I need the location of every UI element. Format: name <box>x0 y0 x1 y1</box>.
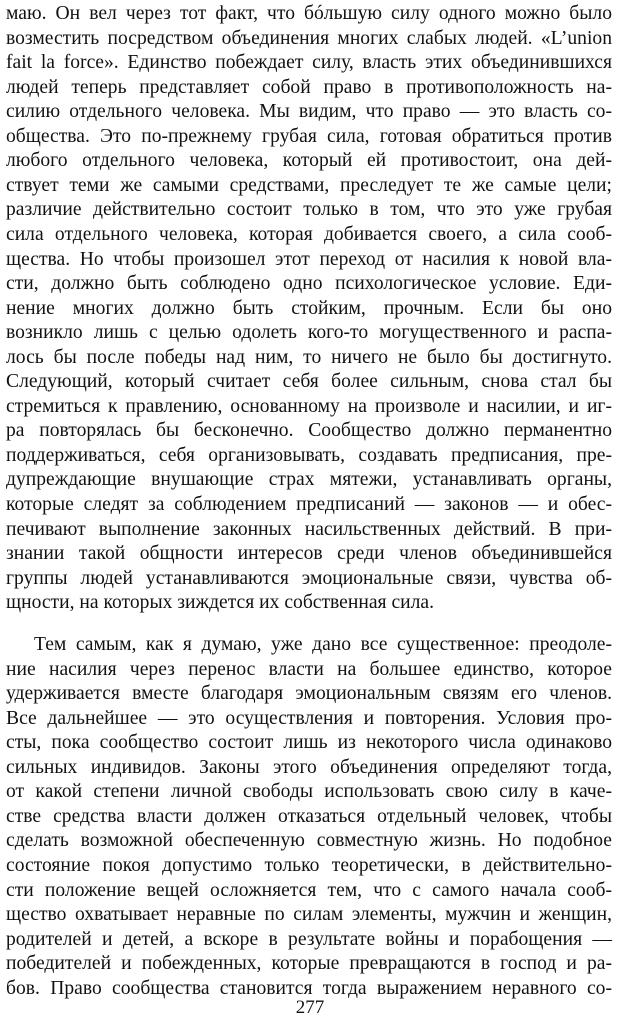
text-line: от какой степени личной свободы использовать свою силу в каче- <box>6 781 612 803</box>
text-line: родителей и детей, а вскоре в результате войны и порабощения — <box>6 928 612 950</box>
text-line: возникло лишь с целью одолеть кого-то могущественного и распа- <box>6 322 612 344</box>
text-line: любого отдельного человека, который ей противостоит, она дей- <box>6 150 612 172</box>
text-line: нение многих должно быть стойким, прочным. Если бы оно <box>6 297 612 319</box>
text-line: различие действительно состоит только в том, что это уже грубая <box>6 199 612 221</box>
text-line: ние насилия через перенос власти на большее единство, которое <box>6 658 612 680</box>
text-line: маю. Он вел через тот факт, что бóльшую силу одного можно было <box>6 3 612 24</box>
text-line: дупреждающие внушающие страх мятежи, устанавливать органы, <box>6 469 612 491</box>
text-line: Следующий, который считает себя более сильным, снова стал бы <box>6 371 612 393</box>
text-line: сти положение вещей осложняется тем, что с самого начала сооб- <box>6 879 612 901</box>
text-line: силию отдельного человека. Мы видим, что право — это власть со- <box>6 101 612 123</box>
text-line: щества. Но чтобы произошел этот переход от насилия к новой вла- <box>6 248 612 270</box>
text-line: которые следят за соблюдением предписаний — законов — и обес- <box>6 494 612 515</box>
text-line: удерживается вместе благодаря эмоциональным связям его членов. <box>6 683 612 705</box>
text-line: стремиться к правлению, основанному на произволе и насилии, и иг- <box>6 395 612 417</box>
text-line: группы людей устанавливаются эмоциональные связи, чувства об- <box>6 567 612 589</box>
text-line: сты, пока сообщество состоит лишь из некоторого числа одинаково <box>6 732 612 754</box>
text-line: лось бы после победы над ним, то ничего не было бы достигнуто. <box>6 346 612 368</box>
text-line: возместить посредством объединения многих слабых людей. «L’union <box>6 27 612 49</box>
text-line: сильных индивидов. Законы этого объединения определяют тогда, <box>6 756 612 778</box>
text-line: бов. Право сообщества становится тогда выражением неравного со- <box>6 977 612 999</box>
text-line: общества. Это по-прежнему грубая сила, готовая обратиться против <box>6 125 612 147</box>
text-line: сти, должно быть соблюдено одно психологическое условие. Еди- <box>6 273 612 295</box>
text-line: Тем самым, как я думаю, уже дано все существенное: преодоле- <box>34 634 612 655</box>
text-line: стве средства власти должен отказаться отдельный человек, чтобы <box>6 805 612 827</box>
text-line: Все дальнейшее — это осуществления и повторения. Условия про- <box>6 707 612 729</box>
text-line: щности, на которых зиждется их собственная сила. <box>6 592 435 614</box>
text-line: сила отдельного человека, которая добивается своего, а сила сооб- <box>6 224 612 245</box>
text-line: щество охватывает неравные по силам элементы, мужчин и женщин, <box>6 904 612 925</box>
text-line: fait la force». Единство побеждает силу, власть этих объединившихся <box>6 52 612 74</box>
text-line: победителей и побежденных, которые превращаются в господ и ра- <box>6 953 612 975</box>
page-number: 277 <box>295 997 325 1018</box>
text-line: ствует теми же самыми средствами, преследует те же самые цели; <box>6 174 612 196</box>
text-line: людей теперь представляет собой право в противоположность на- <box>6 76 612 98</box>
text-line: знании такой общности интересов среди членов объединившейся <box>6 543 612 565</box>
text-line: печивают выполнение законных насильственных действий. В при- <box>6 518 612 540</box>
text-line: поддерживаться, себя организовывать, создавать предписания, пре- <box>6 444 612 466</box>
text-line: состояние покоя допустимо только теоретически, в действительно- <box>6 855 612 876</box>
text-line: сделать возможной обеспеченную совместную жизнь. Но подобное <box>6 830 612 852</box>
text-line: ра повторялась бы бесконечно. Сообщество должно перманентно <box>6 420 612 442</box>
